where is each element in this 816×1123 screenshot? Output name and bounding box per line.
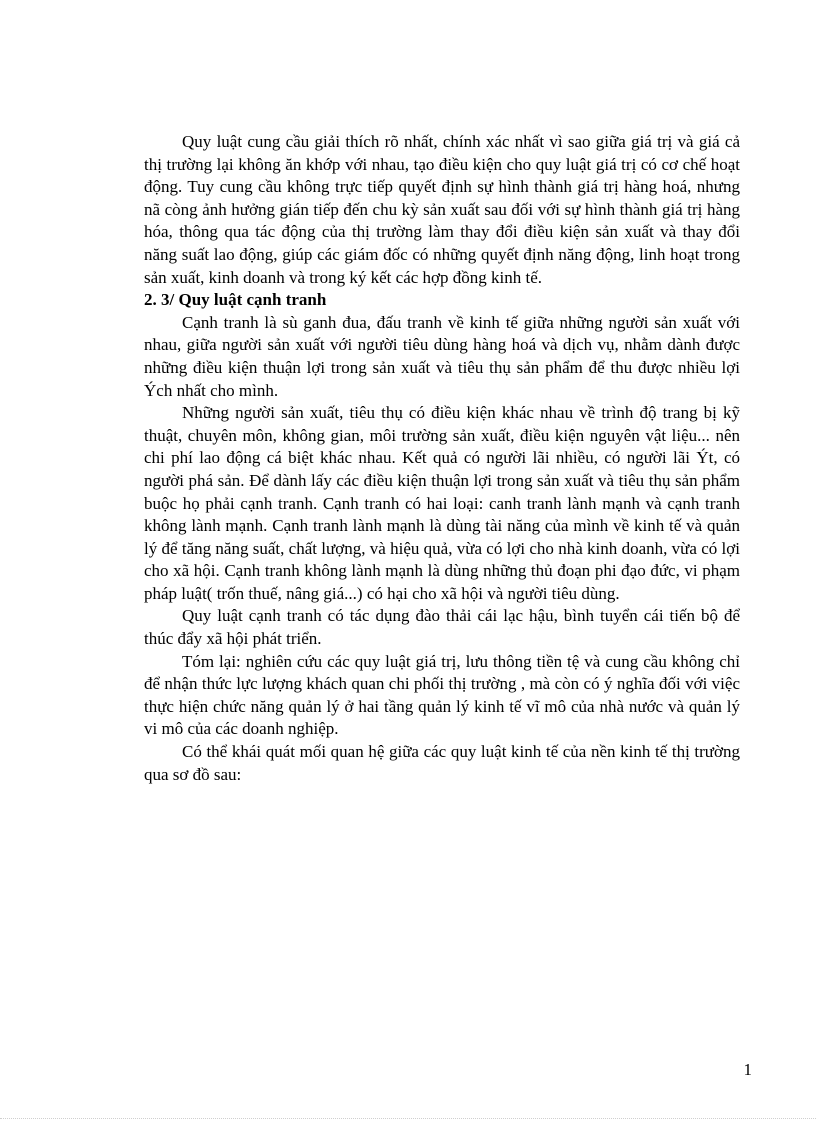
- document-body: [144, 131, 740, 786]
- paragraph-supply-demand: Quy luật cung cầu giải thích rõ nhất, chính xác nhất vì sao giữa giá trị và giá cả thị trường lại không ăn khớp với nhau, tạo điều kiện cho quy luật giá trị có cơ chế hoạt động. Tuy cung cầu không trực tiếp quyết định sự hình thành giá trị hàng hoá, nhưng nã còng ảnh hưởng gián tiếp đến chu kỳ sản xuất sau đối với sự hình thành giá trị hàng hóa, thông qua tác động của thị trường làm thay đổi điều kiện sản xuất và thay đổi năng suất lao động, giúp các giám đốc có những quyết định năng động, linh hoạt trong sản xuất, kinh doanh và trong ký kết các hợp đồng kinh tế.: [144, 132, 740, 287]
- paragraph-competition-types: Những người sản xuất, tiêu thụ có điều kiện khác nhau về trình độ trang bị kỹ thuật, chuyên môn, không gian, môi trường sản xuất, điều kiện nguyên vật liệu... nên chi phí lao động cá biệt khác nhau. Kết quả có người lãi nhiều, có người lãi Ýt, có người phá sản. Để dành lấy các điều kiện thuận lợi trong sản xuất và tiêu thụ sản phẩm buộc họ phải cạnh tranh. Cạnh tranh có hai loại: canh tranh lành mạnh và cạnh tranh không lành mạnh. Cạnh tranh lành mạnh là dùng tài năng của mình về kinh tế và quản lý để tăng năng suất, chất lượng, và hiệu quả, vừa có lợi cho nhà kinh doanh, vừa có lợi cho xã hội. Cạnh tranh không lành mạnh là dùng những thủ đoạn phi đạo đức, vi phạm pháp luật( trốn thuế, nâng giá...) có hại cho xã hội và người tiêu dùng.: [144, 403, 740, 603]
- page-number: 1: [743, 1060, 752, 1079]
- section-heading: 2. 3/ Quy luật cạnh tranh: [144, 290, 327, 310]
- page-bottom-divider: [0, 1118, 816, 1119]
- paragraph-summary: Tóm lại: nghiên cứu các quy luật giá trị, lưu thông tiền tệ và cung cầu không chỉ để nhận thức lực lượng khách quan chi phối thị trường , mà còn có ý nghĩa đối với việc thực hiện chức năng quản lý ở hai tầng quản lý kinh tế vĩ mô của nhà nước và quản lý vi mô của các doanh nghiệp.: [144, 651, 740, 739]
- paragraph-competition-definition: Cạnh tranh là sù ganh đua, đấu tranh về kinh tế giữa những người sản xuất với nhau, giữa người sản xuất với người tiêu dùng hàng hoá và dịch vụ, nhằm dành được những điều kiện thuận lợi trong sản xuất và tiêu thụ sản phẩm để thu được nhiều lợi Ých nhất cho mình.: [144, 312, 740, 400]
- paragraph-diagram-intro: Có thể khái quát mối quan hệ giữa các quy luật kinh tế của nền kinh tế thị trường qua sơ đồ sau:: [144, 742, 740, 784]
- paragraph-competition-effect: Quy luật cạnh tranh có tác dụng đào thải cái lạc hậu, bình tuyển cái tiến bộ để thúc đẩy xã hội phát triển.: [144, 606, 740, 649]
